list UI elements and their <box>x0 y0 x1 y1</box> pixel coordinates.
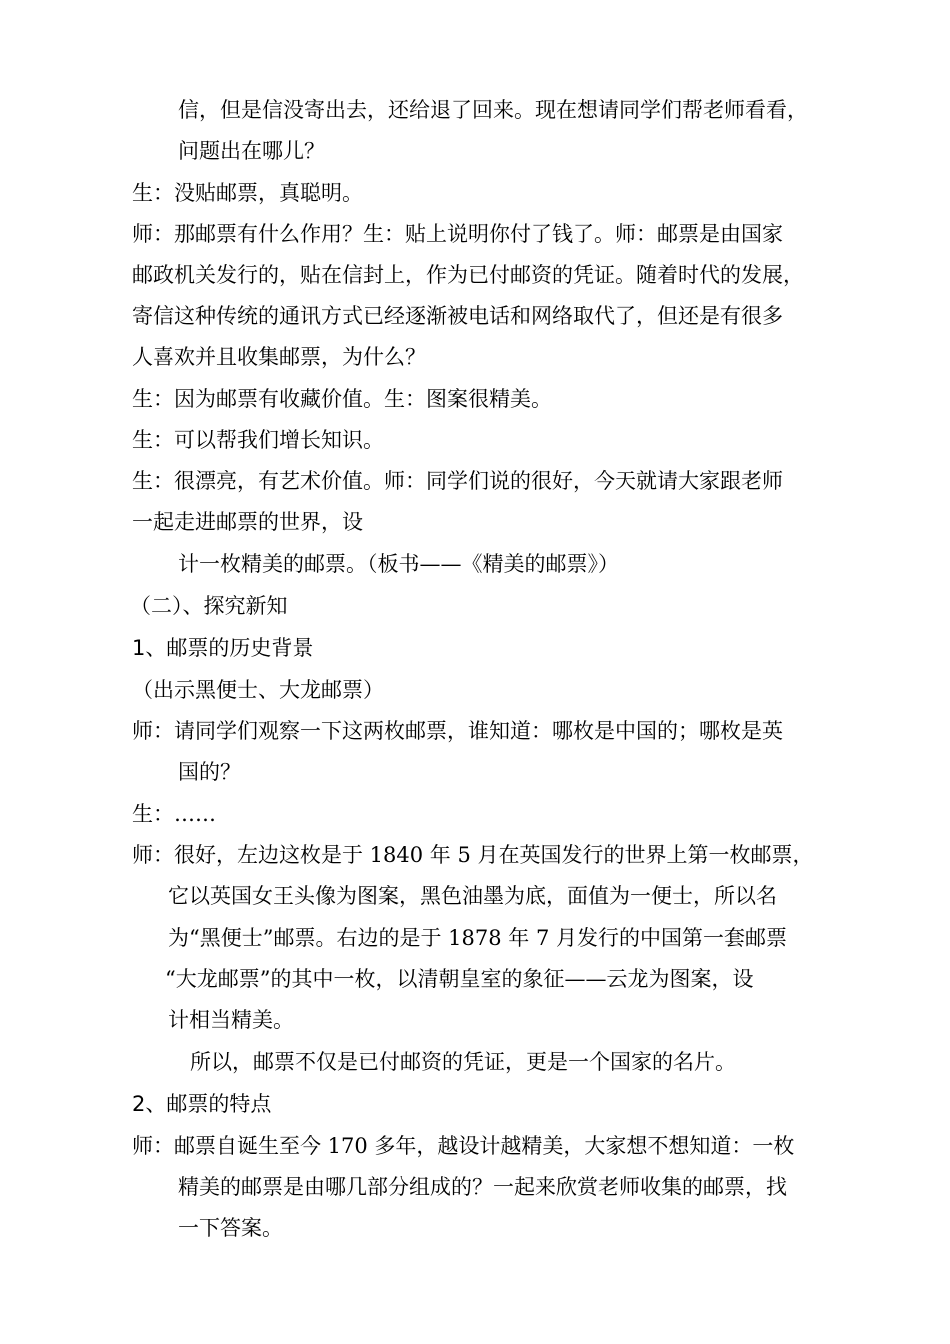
text-line: 所以，邮票不仅是已付邮资的凭证，更是一个国家的名片。 <box>190 1050 736 1074</box>
text-line: 计一枚精美的邮票。（板书——《精美的邮票》） <box>178 552 619 576</box>
text-line: 师：很好，左边这枚是于 1840 年 5 月在英国发行的世界上第一枚邮票， <box>132 843 814 867</box>
text-line: 师：那邮票有什么作用？生：贴上说明你付了钱了。师：邮票是由国家 <box>132 222 783 246</box>
text-line: 计相当精美。 <box>168 1008 294 1032</box>
text-line: 一下答案。 <box>178 1216 283 1240</box>
text-line: 一起走进邮票的世界，设 <box>132 510 363 534</box>
text-line: 人喜欢并且收集邮票，为什么？ <box>132 345 426 369</box>
text-line: 生：很漂亮，有艺术价值。师：同学们说的很好，今天就请大家跟老师 <box>132 469 783 493</box>
text-line: 师：邮票自诞生至今 170 多年，越设计越精美，大家想不想知道：一枚 <box>132 1134 795 1158</box>
text-line: 精美的邮票是由哪几部分组成的？一起来欣赏老师收集的邮票，找 <box>178 1175 787 1199</box>
text-line: 信，但是信没寄出去，还给退了回来。现在想请同学们帮老师看看， <box>178 98 808 122</box>
text-line: 生：…… <box>132 802 216 826</box>
subsection-heading: 2、邮票的特点 <box>132 1092 272 1116</box>
text-line: 邮政机关发行的，贴在信封上，作为已付邮资的凭证。随着时代的发展， <box>132 263 804 287</box>
text-line: 师：请同学们观察一下这两枚邮票，谁知道：哪枚是中国的；哪枚是英 <box>132 719 783 743</box>
text-line: 问题出在哪儿？ <box>178 139 325 163</box>
text-line: 生：没贴邮票，真聪明。 <box>132 181 363 205</box>
text-line: 国的？ <box>178 760 241 784</box>
subsection-heading: 1、邮票的历史背景 <box>132 636 314 660</box>
text-line: 寄信这种传统的通讯方式已经逐渐被电话和网络取代了，但还是有很多 <box>132 304 783 328</box>
text-line: 它以英国女王头像为图案，黑色油墨为底，面值为一便士，所以名 <box>168 884 777 908</box>
section-heading: （二）、探究新知 <box>130 594 288 618</box>
text-line: 为“黑便士”邮票。右边的是于 1878 年 7 月发行的中国第一套邮票 <box>168 926 787 950</box>
text-line: （出示黑便士、大龙邮票） <box>132 678 384 702</box>
text-line: “大龙邮票”的其中一枚，以清朝皇室的象征——云龙为图案，设 <box>165 967 754 991</box>
text-line: 生：因为邮票有收藏价值。生：图案很精美。 <box>132 387 552 411</box>
text-line: 生：可以帮我们增长知识。 <box>132 428 384 452</box>
